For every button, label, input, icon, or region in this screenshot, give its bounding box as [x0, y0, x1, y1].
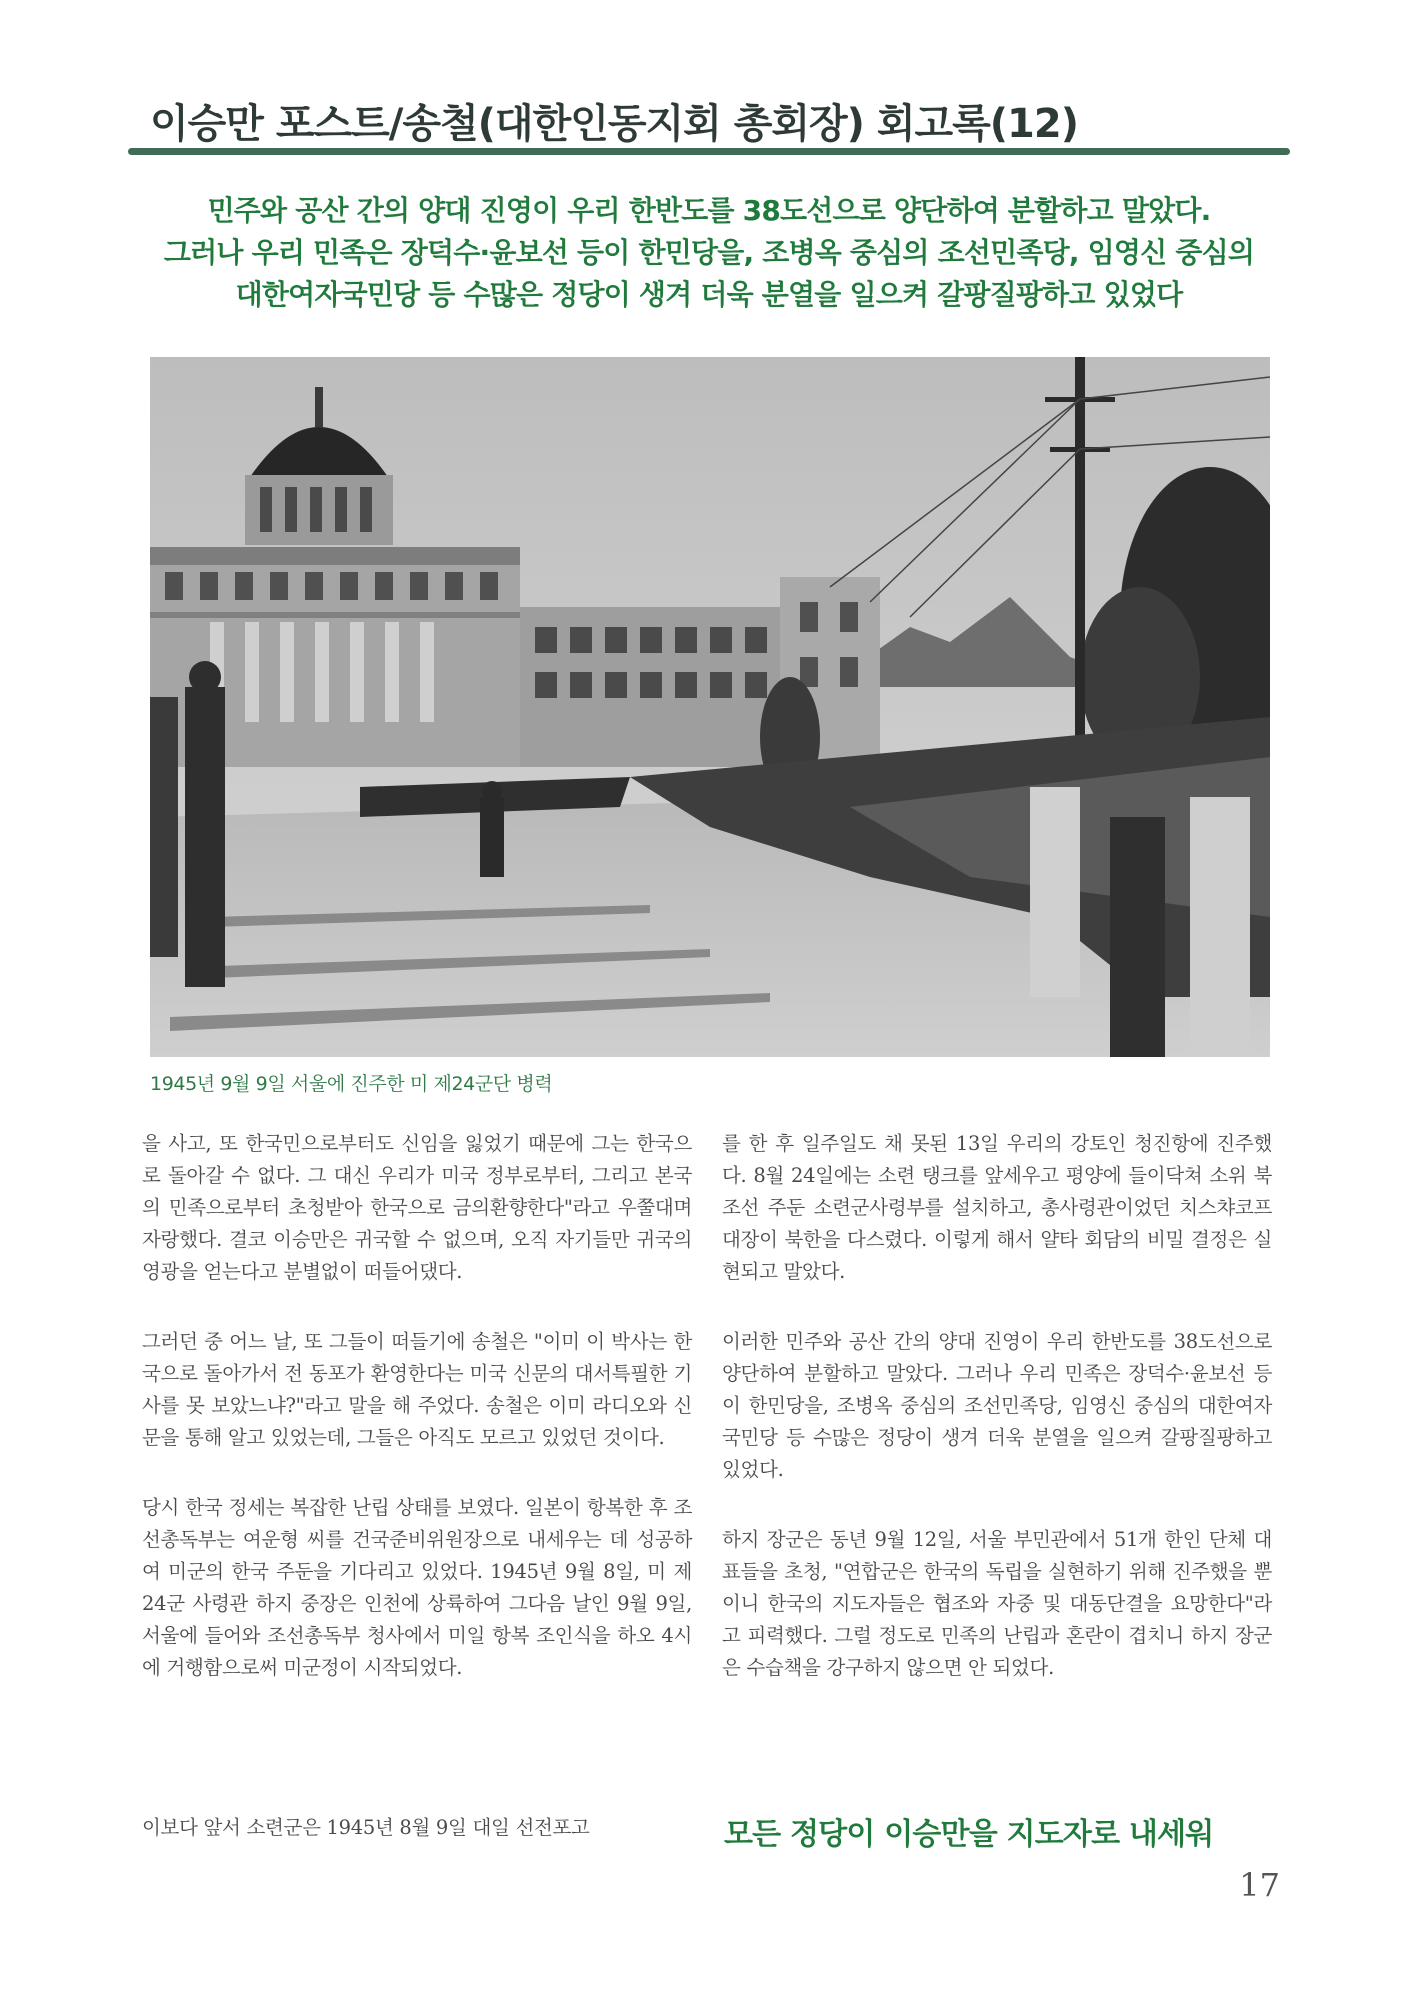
- subheading-line: 그러나 우리 민족은 장덕수·윤보선 등이 한민당을, 조병옥 중심의 조선민족당, 임영신 중심의: [163, 236, 1255, 269]
- subheading-line: 민주와 공산 간의 양대 진영이 우리 한반도를 38도선으로 양단하여 분할하고 말았다.: [207, 194, 1211, 227]
- page-number: 17: [1239, 1866, 1280, 1904]
- body-paragraph: 을 사고, 또 한국민으로부터도 신임을 잃었기 때문에 그는 한국으로 돌아갈 수 없다. 그 대신 우리가 미국 정부로부터, 그리고 본국의 민족으로부터 초청받아 한국으로 금의환향한다"라고 우쭐대며 자랑했다. 결코 이승만은 귀국할 수 없으며, 오직 자기들만 귀국의 영광을 얻는다고 분별없이 떠들어댔다.: [142, 1132, 692, 1283]
- historical-photo: [150, 357, 1270, 1057]
- page-title: 이승만 포스트/송철(대한인동지회 총회장) 회고록(12): [150, 101, 1078, 147]
- body-column-right: [722, 1128, 1272, 1684]
- photo-illustration: [150, 357, 1270, 1057]
- body-paragraph: 하지 장군은 동년 9월 12일, 서울 부민관에서 51개 한인 단체 대표들을 초청, "연합군은 한국의 독립을 실현하기 위해 진주했을 뿐이니 한국의 지도자들은 협조와 자중 및 대동단결을 요망한다"라고 피력했다. 그럴 정도로 민족의 난립과 혼란이 겹치니 하지 장군은 수습책을 강구하지 않으면 안 되었다.: [722, 1528, 1272, 1679]
- subheading-line: 대한여자국민당 등 수많은 정당이 생겨 더욱 분열을 일으켜 갈팡질팡하고 있었다: [235, 278, 1183, 311]
- body-paragraph: 그러던 중 어느 날, 또 그들이 떠들기에 송철은 "이미 이 박사는 한국으로 돌아가서 전 동포가 환영한다는 미국 신문의 대서특필한 기사를 못 보았느냐?"라고 말을 해 주었다. 송철은 이미 라디오와 신문을 통해 알고 있었는데, 그들은 아직도 모르고 있었던 것이다.: [142, 1330, 692, 1449]
- body-paragraph-continues: 이보다 앞서 소련군은 1945년 8월 9일 대일 선전포고: [142, 1816, 590, 1839]
- photo-caption: 1945년 9월 9일 서울에 진주한 미 제24군단 병력: [150, 1073, 553, 1095]
- body-paragraph: 를 한 후 일주일도 채 못된 13일 우리의 강토인 청진항에 진주했다. 8월 24일에는 소련 탱크를 앞세우고 평양에 들이닥쳐 소위 북조선 주둔 소련군사령부를 설치하고, 총사령관이었던 치스챠코프 대장이 북한을 다스렸다. 이렇게 해서 얄타 회담의 비밀 결정은 실현되고 말았다.: [722, 1132, 1272, 1283]
- header-divider: [128, 148, 1290, 155]
- body-paragraph: 당시 한국 정세는 복잡한 난립 상태를 보였다. 일본이 항복한 후 조선총독부는 여운형 씨를 건국준비위원장으로 내세우는 데 성공하여 미군의 한국 주둔을 기다리고 있었다. 1945년 9월 8일, 미 제24군 사령관 하지 중장은 인천에 상륙하여 그다음 날인 9월 9일, 서울에 들어와 조선총독부 청사에서 미일 항복 조인식을 하오 4시에 거행함으로써 미군정이 시작되었다.: [142, 1496, 692, 1679]
- article-subheading: [130, 190, 1288, 316]
- body-paragraph: 이러한 민주와 공산 간의 양대 진영이 우리 한반도를 38도선으로 양단하여 분할하고 말았다. 그러나 우리 민족은 장덕수·윤보선 등이 한민당을, 조병옥 중심의 조선민족당, 임영신 중심의 대한여자국민당 등 수많은 정당이 생겨 더욱 분열을 일으켜 갈팡질팡하고 있었다.: [722, 1330, 1272, 1481]
- body-column-left: [142, 1128, 692, 1684]
- section-heading: 모든 정당이 이승만을 지도자로 내세워: [724, 1817, 1214, 1852]
